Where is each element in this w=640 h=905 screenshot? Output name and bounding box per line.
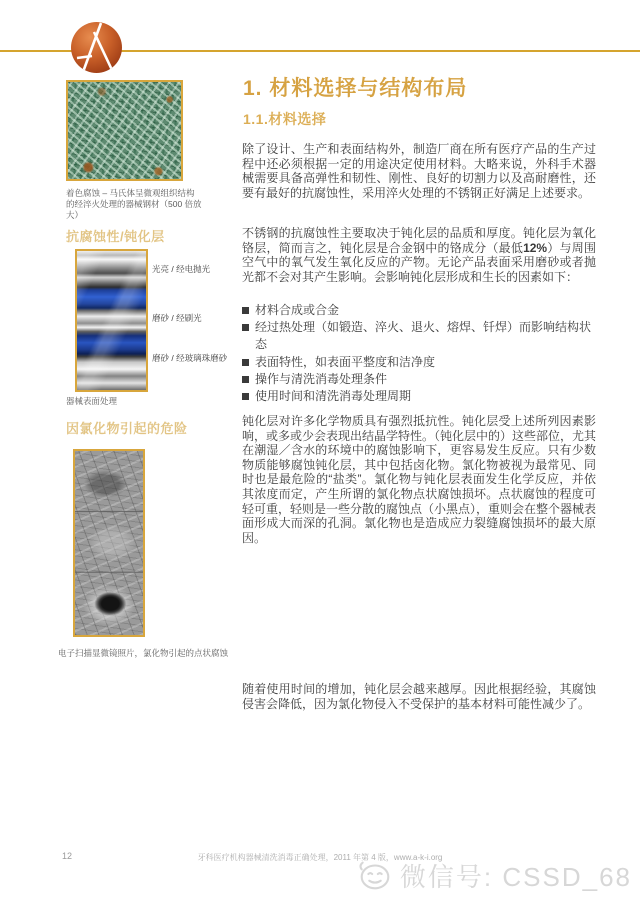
bullet-square-icon bbox=[242, 359, 249, 366]
paragraph-material-requirements: 除了设计、生产和表面结构外，制造厂商在所有医疗产品的生产过程中还必须根据一定的用途决定使用材料。大略来说，外科手术器械需要具备高弹性和韧性、刚性、良好的切割力以及高耐磨性，还要有最好的抗腐蚀性，采用淬火处理的不锈钢正好满足上述要求。 bbox=[242, 142, 596, 200]
list-item bbox=[242, 388, 596, 405]
list-item bbox=[242, 319, 596, 353]
list-item-text: 材料合成或合金 bbox=[255, 303, 340, 317]
figure2-label: 磨砂 / 经玻璃珠磨砂 bbox=[152, 353, 228, 363]
list-item bbox=[242, 354, 596, 371]
figure3-caption: 电子扫描显微镜照片，氯化物引起的点状腐蚀 bbox=[58, 648, 229, 658]
footer-source-line: 牙科医疗机构器械清洗消毒正确处理，2011 年第 4 版，www.a-k-i.org bbox=[197, 853, 443, 862]
figure-instrument-surfaces bbox=[75, 249, 148, 392]
watermark bbox=[356, 856, 632, 894]
wechat-smiley-icon bbox=[356, 856, 394, 894]
list-item bbox=[242, 302, 596, 319]
bullet-square-icon bbox=[242, 307, 249, 314]
aki-logo bbox=[71, 22, 122, 73]
bullet-square-icon bbox=[242, 393, 249, 400]
bullet-square-icon bbox=[242, 324, 249, 331]
section-title: 1. 材料选择与结构布局 bbox=[243, 77, 468, 100]
paragraph-text: 不锈钢的抗腐蚀性主要取决于钝化层的品质和厚度。钝化层为氧化铬层，简而言之，钝化层是合金钢中的铬成分（最低 bbox=[242, 226, 596, 255]
list-item-text: 经过热处理（如锻造、淬火、退火、熔焊、钎焊）而影响结构状态 bbox=[255, 320, 592, 352]
figure2-label: 磨砂 / 经刷光 bbox=[152, 313, 202, 323]
figure-corrosion-micrograph bbox=[66, 80, 183, 181]
sidebar-heading-chloride-danger: 因氯化物引起的危险 bbox=[66, 421, 188, 436]
list-item bbox=[242, 371, 596, 388]
subsection-title: 1.1.材料选择 bbox=[243, 111, 327, 127]
aki-logo-icon bbox=[71, 22, 122, 73]
paragraph-chloride-corrosion: 钝化层对许多化学物质具有强烈抵抗性。钝化层受上述所列因素影响，或多或少会表现出结晶学特性。（钝化层中的）这些部位，尤其在潮湿／含水的环境中的腐蚀影响下，更容易发生反应。只有少数物质能够腐蚀钝化层，其中包括卤化物。氯化物被视为最常见、同时也是最危险的“盐类”。氯化物与钝化层表面发生化学反应，并依其浓度而定，产生所谓的氯化物点状腐蚀损坏。点状腐蚀的程度可轻可重，轻则是一些分散的腐蚀点（小黑点），重则会在整个器械表面形成大而深的孔洞。氯化物也是造成应力裂缝腐蚀损坏的最大原因。 bbox=[242, 414, 597, 545]
list-item-text: 表面特性，如表面平整度和洁净度 bbox=[255, 354, 436, 369]
bullet-square-icon bbox=[242, 376, 249, 383]
watermark-text: 微信号: CSSD_68 bbox=[399, 861, 632, 892]
page-number: 12 bbox=[62, 851, 73, 861]
list-item-text: 使用时间和清洗消毒处理周期 bbox=[255, 389, 412, 404]
figure2-caption: 器械表面处理 bbox=[66, 396, 118, 406]
bold-percentage: 12% bbox=[523, 240, 548, 255]
paragraph-passivation-layer bbox=[242, 226, 596, 284]
figure-sem-pitting bbox=[73, 449, 145, 637]
figure1-caption: 着色腐蚀 – 马氏体呈微观组织结构的经淬火处理的器械钢材（500 倍放大） bbox=[66, 188, 202, 220]
factor-list bbox=[242, 302, 596, 405]
sidebar-heading-passivation: 抗腐蚀性/钝化层 bbox=[66, 229, 165, 244]
paragraph-text: ）与周围空气中的氧气发生氧化反应的产物。无论产品表面采用磨砂或者抛光都不会对其产生影响。会影响钝化层形成和生长的因素如下： bbox=[242, 240, 596, 284]
paragraph-layer-thickening: 随着使用时间的增加，钝化层会越来越厚。因此根据经验，其腐蚀侵害会降低，因为氯化物侵入不受保护的基本材料可能性减少了。 bbox=[242, 682, 596, 711]
list-item-text: 操作与清洗消毒处理条件 bbox=[255, 371, 388, 386]
figure2-label: 光亮 / 经电抛光 bbox=[152, 264, 211, 274]
